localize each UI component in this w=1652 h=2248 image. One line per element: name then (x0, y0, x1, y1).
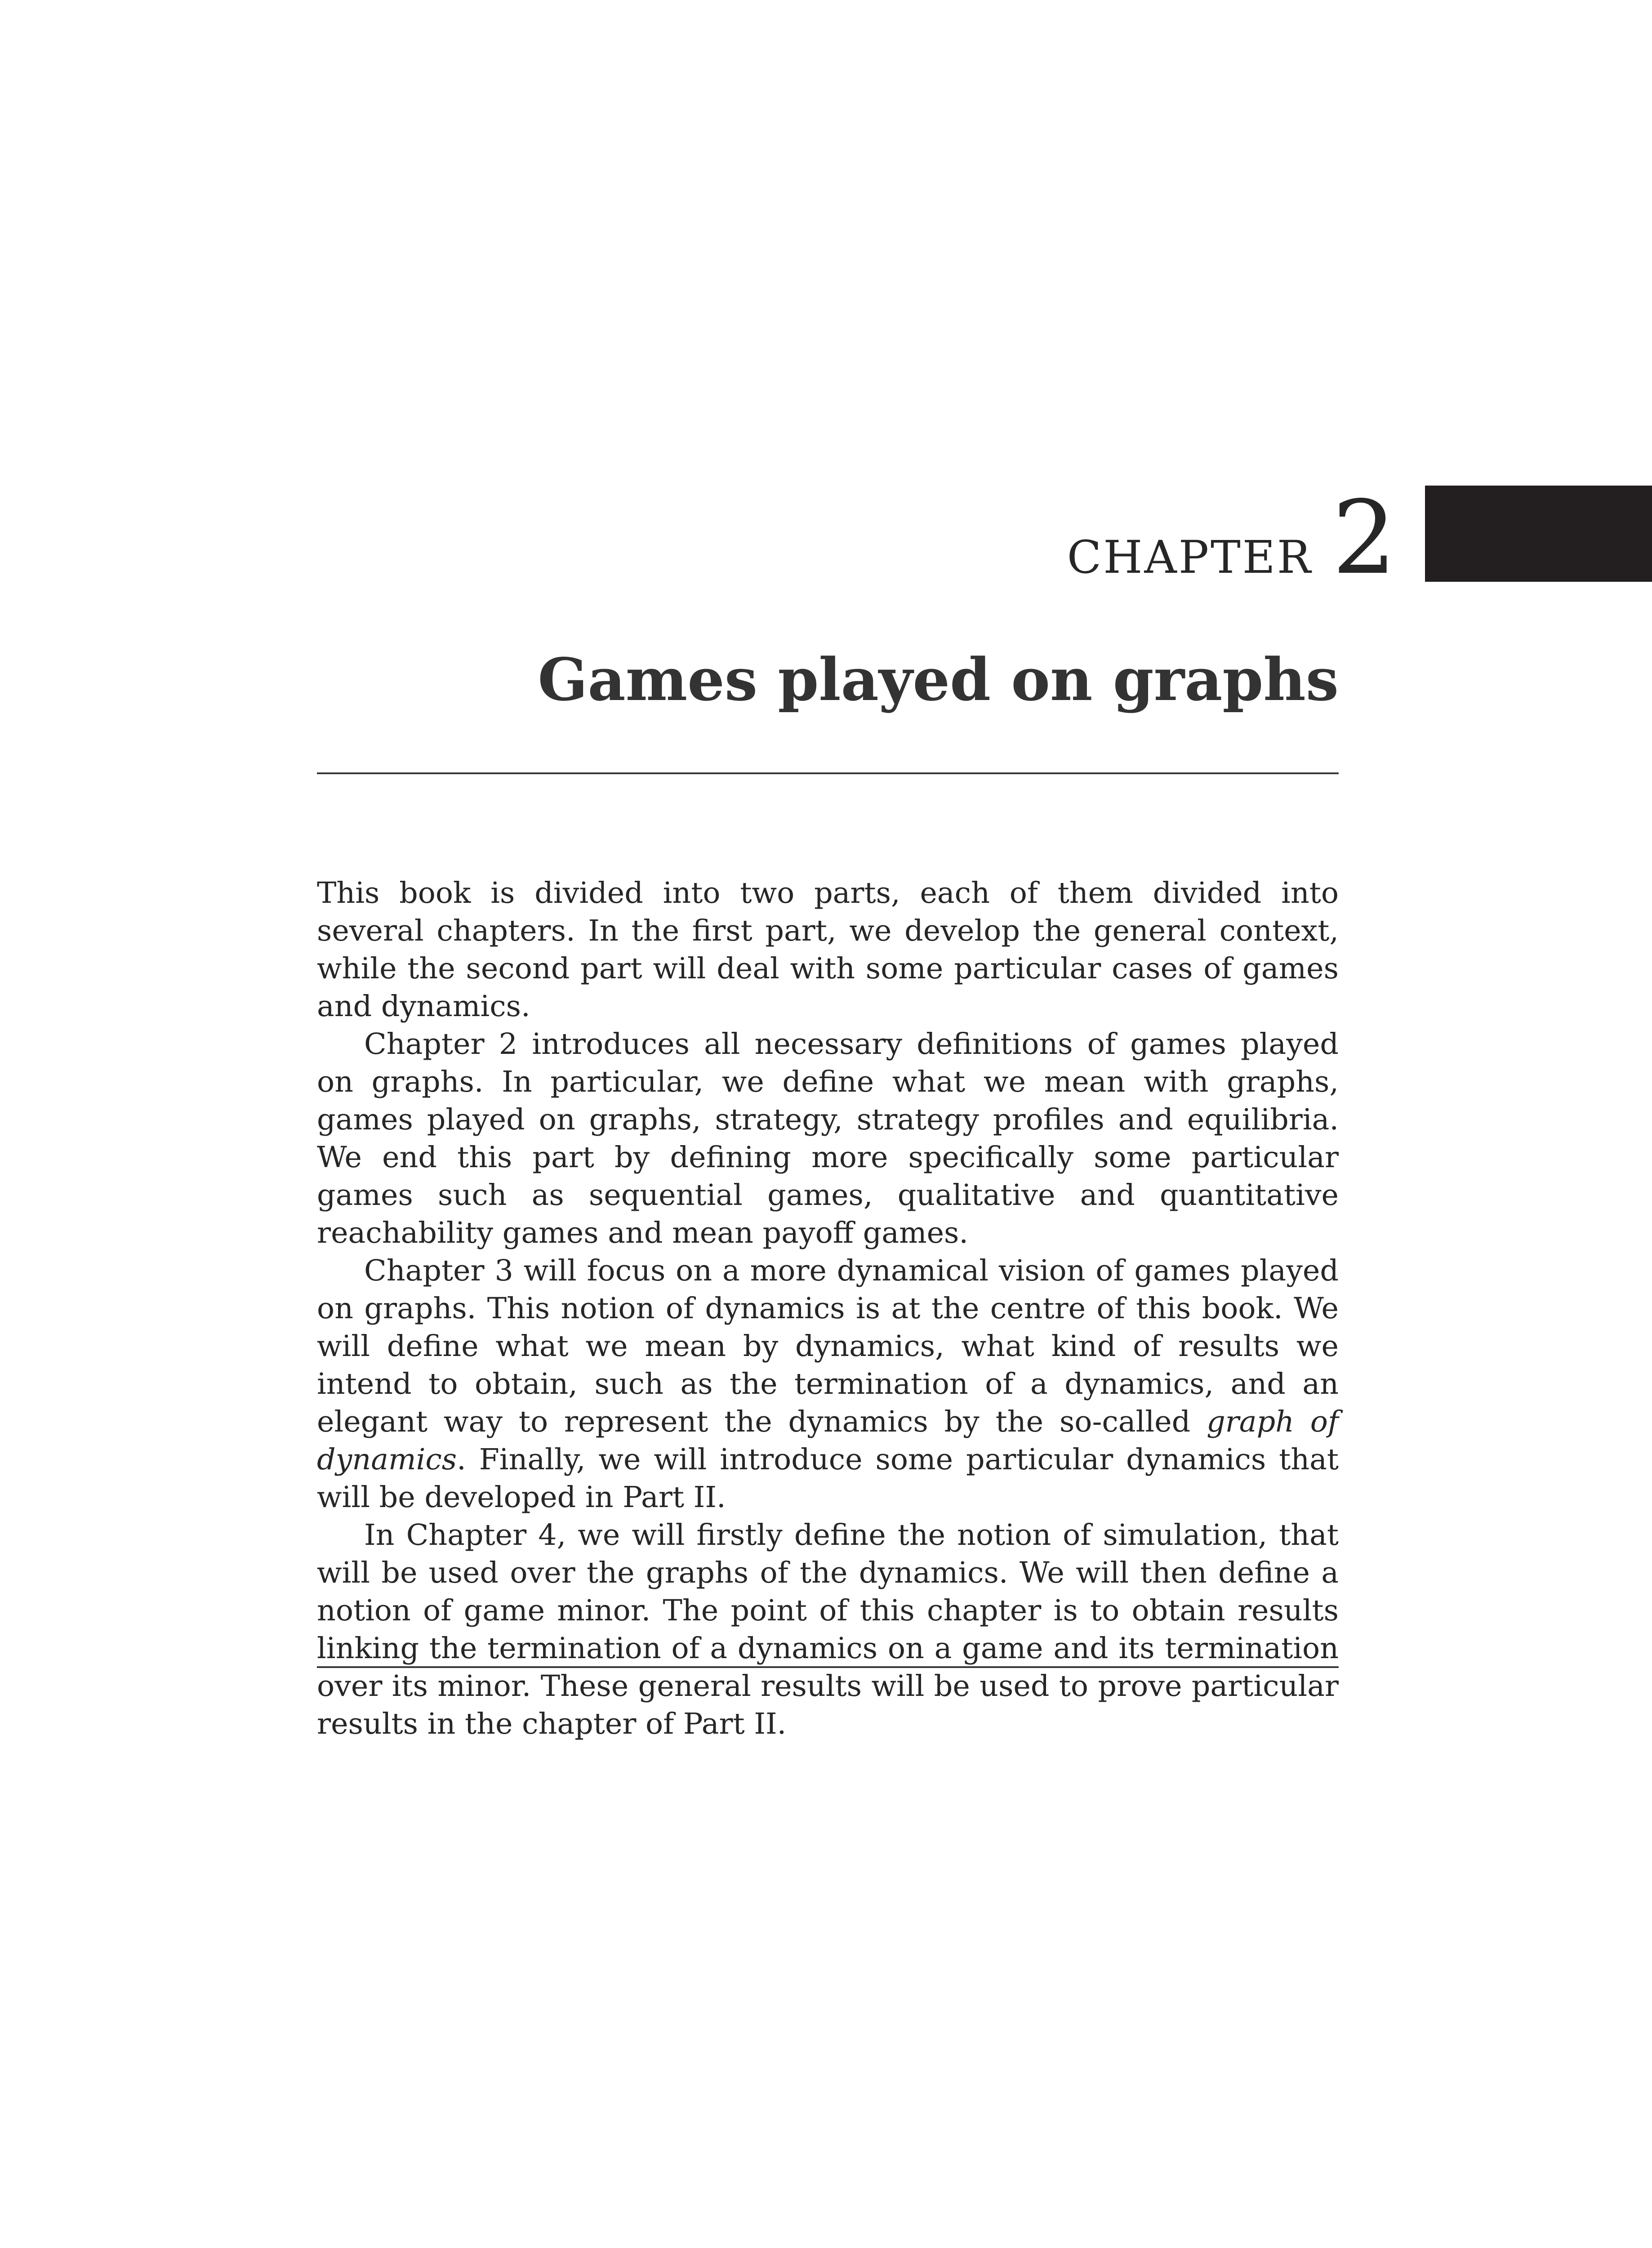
paragraph-3-text-end: . Finally, we will introduce some particular dynamics that will be developed in Part II. (317, 1443, 1339, 1514)
chapter-number: 2 (1332, 479, 1397, 597)
paragraph-1: This book is divided into two parts, each of them divided into several chapters. In the first part, we develop the general context, while the second part will deal with some particular cases of games and dynamics. (317, 876, 1339, 1023)
chapter-tab-marker (1425, 486, 1652, 582)
paragraph-3-text-start: Chapter 3 will focus on a more dynamical vision of games played on graphs. This notion of dynamics is at the centre of this book. We will define what we mean by dynamics, what kind of results we intend to obtain, such as the termination of a dynamics, and an elegant way to represent the dynamics by the so-called (317, 1254, 1339, 1439)
paragraph-3 (317, 1252, 1339, 1517)
paragraph-4: In Chapter 4, we will firstly define the notion of simulation, that will be used over the graphs of the dynamics. We will then define a notion of game minor. The point of this chapter is to obtain results linking the termination of a dynamics on a game and its termination over its minor. These general results will be used to prove particular results in the chapter of Part II. (317, 1518, 1339, 1741)
bottom-divider (317, 1666, 1339, 1668)
chapter-intro (317, 874, 1339, 1743)
chapter-label: CHAPTER (1067, 531, 1313, 584)
chapter-title: Games played on graphs (538, 645, 1339, 714)
paragraph-2: Chapter 2 introduces all necessary definitions of games played on graphs. In particular, we define what we mean with graphs, games played on graphs, strategy, strategy profiles and equilibria. We end this part by defining more specifically some particular games such as sequential games, qualitative and quantitative reachability games and mean payoff games. (317, 1027, 1339, 1250)
top-divider (317, 772, 1339, 774)
graph-of-dynamics-term: graph of dynamics (317, 1405, 1339, 1476)
